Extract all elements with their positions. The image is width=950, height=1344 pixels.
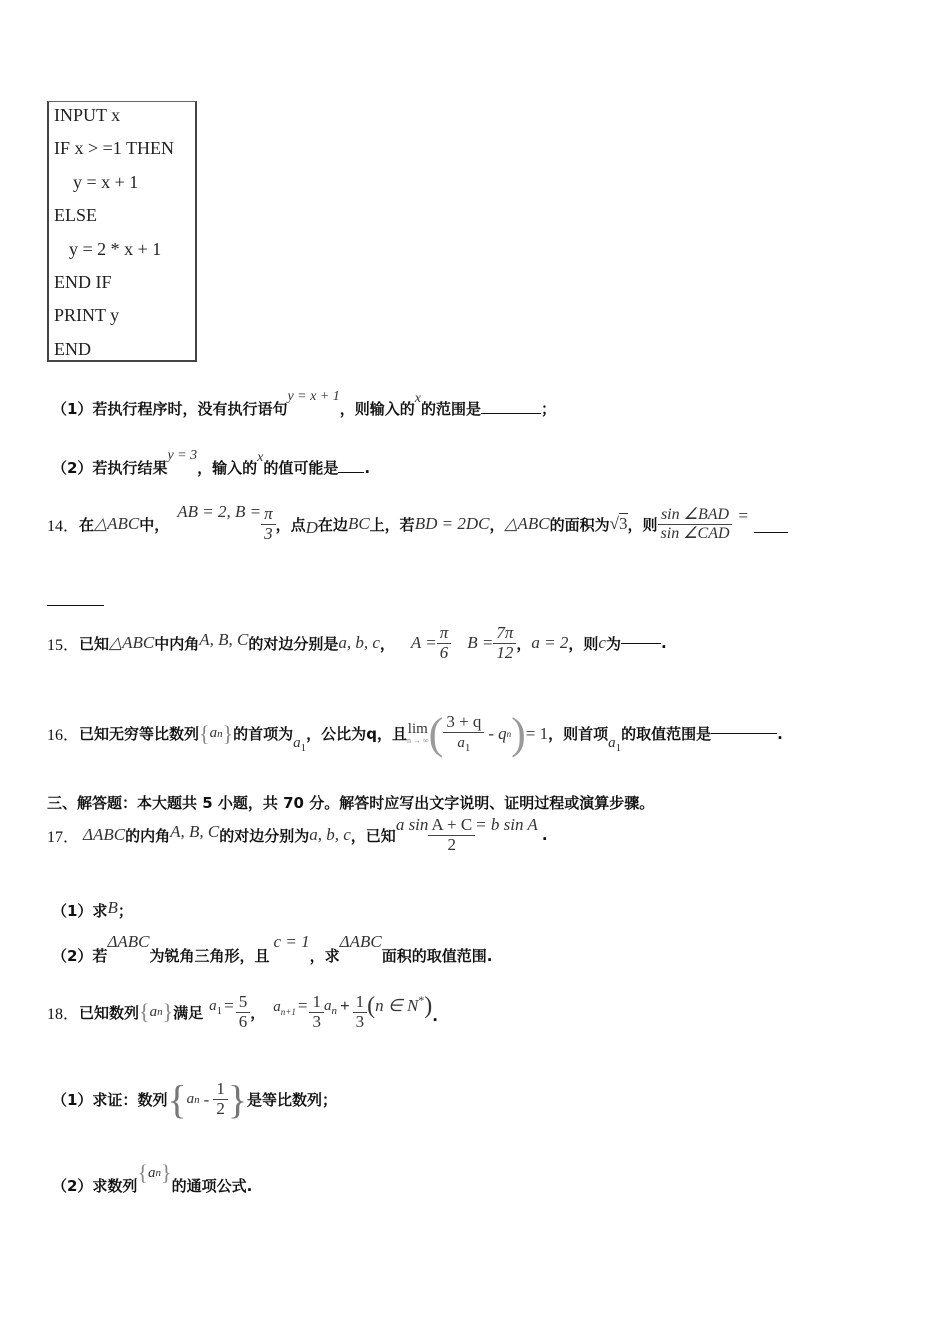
fraction: $\frac{1}{2}$ [213, 1080, 228, 1118]
fraction: $\frac{\pi}{6}$ [437, 624, 452, 662]
fraction: $\frac{\pi}{3}$ [261, 505, 276, 543]
code-line: END IF [54, 272, 112, 292]
fraction: $\frac{5}{6}$ [236, 993, 251, 1031]
fraction: $\frac{7\pi}{12}$ [493, 624, 516, 662]
answer-blank[interactable] [754, 532, 788, 533]
fraction: $\frac{A + C}{2}$ [428, 816, 475, 854]
code-box [47, 101, 197, 362]
right-paren: ) [511, 709, 526, 758]
answer-blank[interactable] [47, 605, 104, 606]
q13-part1: （1）若执行程序时，没有执行语句y = x + 1，则输入的x的范围是 ； [52, 389, 557, 418]
q18-part1: （1）求证：数列 { a n - $\frac{1}{2}$ } 是等比数列； [52, 1077, 338, 1122]
right-paren: ) [424, 992, 433, 1019]
fraction: $\frac{3 + q}{a_1}$ [443, 713, 484, 754]
answer-blank[interactable] [711, 733, 777, 734]
left-brace: { [137, 1160, 149, 1185]
right-brace: } [161, 1160, 172, 1185]
code-line: INPUT x [54, 105, 121, 125]
right-brace: } [162, 999, 174, 1025]
left-brace: { [139, 999, 150, 1025]
q17-part2: （2）若ΔABC为锐角三角形，且c = 1，求ΔABC面积的取值范围. [52, 932, 493, 965]
left-brace: { [167, 1077, 187, 1122]
code-line: y = 2 * x + 1 [69, 239, 162, 259]
q18: 18． 已知数列 { a n } 满足 $a_1$ = $\frac{5}{6}$ ， $a_{n+1}$ = $\frac{1}{3}$ $a_n$ + $\frac{1}{3}$ ( n ∈ N * ) . [47, 992, 438, 1031]
right-brace: } [222, 720, 234, 746]
code-line: ELSE [54, 205, 97, 225]
answer-blank[interactable] [621, 643, 661, 644]
sqrt-symbol: √3 [609, 514, 628, 534]
answer-blank[interactable] [338, 472, 364, 473]
code-line: PRINT y [54, 305, 120, 325]
answer-blank[interactable] [481, 413, 541, 414]
code-line: y = x + 1 [73, 172, 139, 192]
q13-part2: （2）若执行结果y = 3，输入的x的值可能是 . [52, 448, 371, 477]
q14: 14． 在 △ABC 中， AB = 2, B = $\frac{\pi}{3}$ ，点 D 在边 BC 上，若 BD = 2DC ， △ABC 的面积为 √3 ，则 $\frac{\text{sin ∠BAD}}{\text{sin ∠CAD}}$ = [47, 505, 788, 543]
code-line: IF x > =1 THEN [54, 138, 174, 158]
q15: 15． 已知 △ABC 中内角 A, B, C 的对边分别是 a, b, c ， A = $\frac{\pi}{6}$ B = $\frac{7\pi}{12}$ ， a = 2 ，则 c 为 . [47, 623, 667, 662]
fraction: $\frac{1}{3}$ [353, 993, 368, 1031]
left-paren: ( [428, 709, 444, 758]
fraction: $\frac{\text{sin ∠BAD}}{\text{sin ∠CAD}}$ [658, 506, 733, 542]
left-paren: ( [367, 992, 376, 1019]
left-brace: { [199, 720, 210, 746]
section-heading: 三、解答题：本大题共 5 小题，共 70 分。解答时应写出文字说明、证明过程或演算步骤。 [47, 794, 655, 812]
q17-part1: （1）求B； [52, 898, 133, 920]
right-brace: } [227, 1077, 248, 1122]
fraction: $\frac{1}{3}$ [309, 993, 324, 1031]
q18-part2: （2）求数列 { a n } 的通项公式. [52, 1160, 253, 1195]
limit: lim n → ∞ [406, 721, 429, 745]
q16: 16． 已知无穷等比数列 { a n } 的首项为 $a_1$ ，公比为 q ，且 lim n → ∞ ( $\frac{3 + q}{a_1}$ - q n ) = 1 ，则首项 $a_1$ 的取值范围是 . [47, 709, 783, 758]
code-line: END [54, 339, 91, 359]
q17: 17． ΔABC 的内角 A, B, C 的对边分别为 a, b, c ，已知 a sin $\frac{A + C}{2}$ = b sin A . [47, 815, 548, 854]
